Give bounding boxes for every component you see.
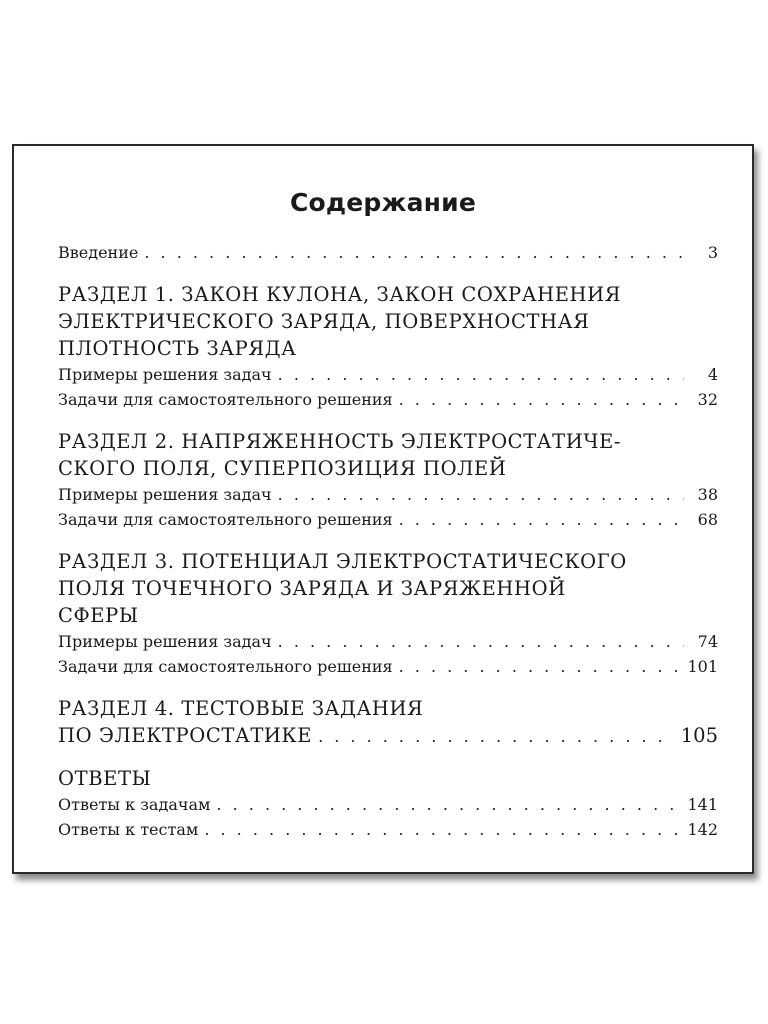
dot-leader: [278, 629, 684, 654]
dot-leader: [318, 723, 675, 750]
toc-page-number: 142: [687, 820, 718, 839]
section-title-line: РАЗДЕЛ 4. ТЕСТОВЫЕ ЗАДАНИЯ: [58, 697, 424, 720]
toc-page-number: 68: [697, 510, 718, 529]
dot-leader: [216, 792, 681, 817]
toc-entry[interactable]: [58, 792, 718, 817]
toc-entry[interactable]: [58, 362, 718, 387]
toc-page-number: 74: [697, 632, 718, 651]
toc-entry-label: Задачи для самостоятельного решения: [58, 510, 393, 529]
toc-entry-label: Примеры решения задач: [58, 632, 272, 651]
section-title-line: ОТВЕТЫ: [58, 767, 152, 790]
toc-entry[interactable]: [58, 629, 718, 654]
section-title-line: ЭЛЕКТРИЧЕСКОГО ЗАРЯДА, ПОВЕРХНОСТНАЯ: [58, 310, 590, 333]
table-of-contents-page: [12, 144, 754, 874]
section-title-line: РАЗДЕЛ 3. ПОТЕНЦИАЛ ЭЛЕКТРОСТАТИЧЕСКОГО: [58, 550, 627, 573]
page-title: Содержание: [289, 188, 477, 217]
section-title-line: СКОГО ПОЛЯ, СУПЕРПОЗИЦИЯ ПОЛЕЙ: [58, 457, 507, 480]
toc-page-number: 3: [707, 243, 718, 262]
toc-entry-label: Примеры решения задач: [58, 485, 272, 504]
toc-entry-label: ПО ЭЛЕКТРОСТАТИКЕ: [58, 724, 313, 747]
toc-page-number: 101: [687, 657, 718, 676]
dot-leader: [399, 507, 684, 532]
dot-leader: [144, 240, 684, 265]
toc-section-3: [58, 548, 718, 679]
toc-entry[interactable]: [58, 817, 718, 842]
toc-page-number: 141: [687, 795, 718, 814]
toc-page-number: 4: [707, 365, 718, 384]
toc-section-4: [58, 695, 718, 749]
section-title-line: ПЛОТНОСТЬ ЗАРЯДА: [58, 337, 297, 360]
dot-leader: [278, 482, 684, 507]
toc-entry[interactable]: [58, 722, 718, 749]
section-title-line: СФЕРЫ: [58, 604, 139, 627]
toc-page-number: 105: [680, 724, 718, 747]
toc-list: [58, 240, 718, 842]
section-title-line: РАЗДЕЛ 2. НАПРЯЖЕННОСТЬ ЭЛЕКТРОСТАТИЧЕ-: [58, 430, 622, 453]
toc-page-number: 38: [697, 485, 718, 504]
toc-entry-label: Введение: [58, 243, 139, 262]
dot-leader: [278, 362, 684, 387]
section-title-line: ПОЛЯ ТОЧЕЧНОГО ЗАРЯДА И ЗАРЯЖЕННОЙ: [58, 577, 566, 600]
dot-leader: [399, 654, 682, 679]
toc-entry-label: Задачи для самостоятельного решения: [58, 657, 393, 676]
toc-entry-label: Задачи для самостоятельного решения: [58, 390, 393, 409]
toc-entry[interactable]: [58, 507, 718, 532]
toc-entry[interactable]: [58, 654, 718, 679]
dot-leader: [204, 817, 681, 842]
toc-entry-label: Примеры решения задач: [58, 365, 272, 384]
toc-section-answers: [58, 765, 718, 842]
toc-section-1: [58, 281, 718, 412]
section-title-line: РАЗДЕЛ 1. ЗАКОН КУЛОНА, ЗАКОН СОХРАНЕНИЯ: [58, 283, 622, 306]
toc-entry-label: Ответы к тестам: [58, 820, 199, 839]
toc-entry-label: Ответы к задачам: [58, 795, 211, 814]
toc-section-2: [58, 428, 718, 532]
toc-page-number: 32: [697, 390, 718, 409]
toc-entry[interactable]: [58, 482, 718, 507]
toc-entry-intro[interactable]: [58, 240, 718, 265]
toc-entry[interactable]: [58, 387, 718, 412]
dot-leader: [399, 387, 684, 412]
